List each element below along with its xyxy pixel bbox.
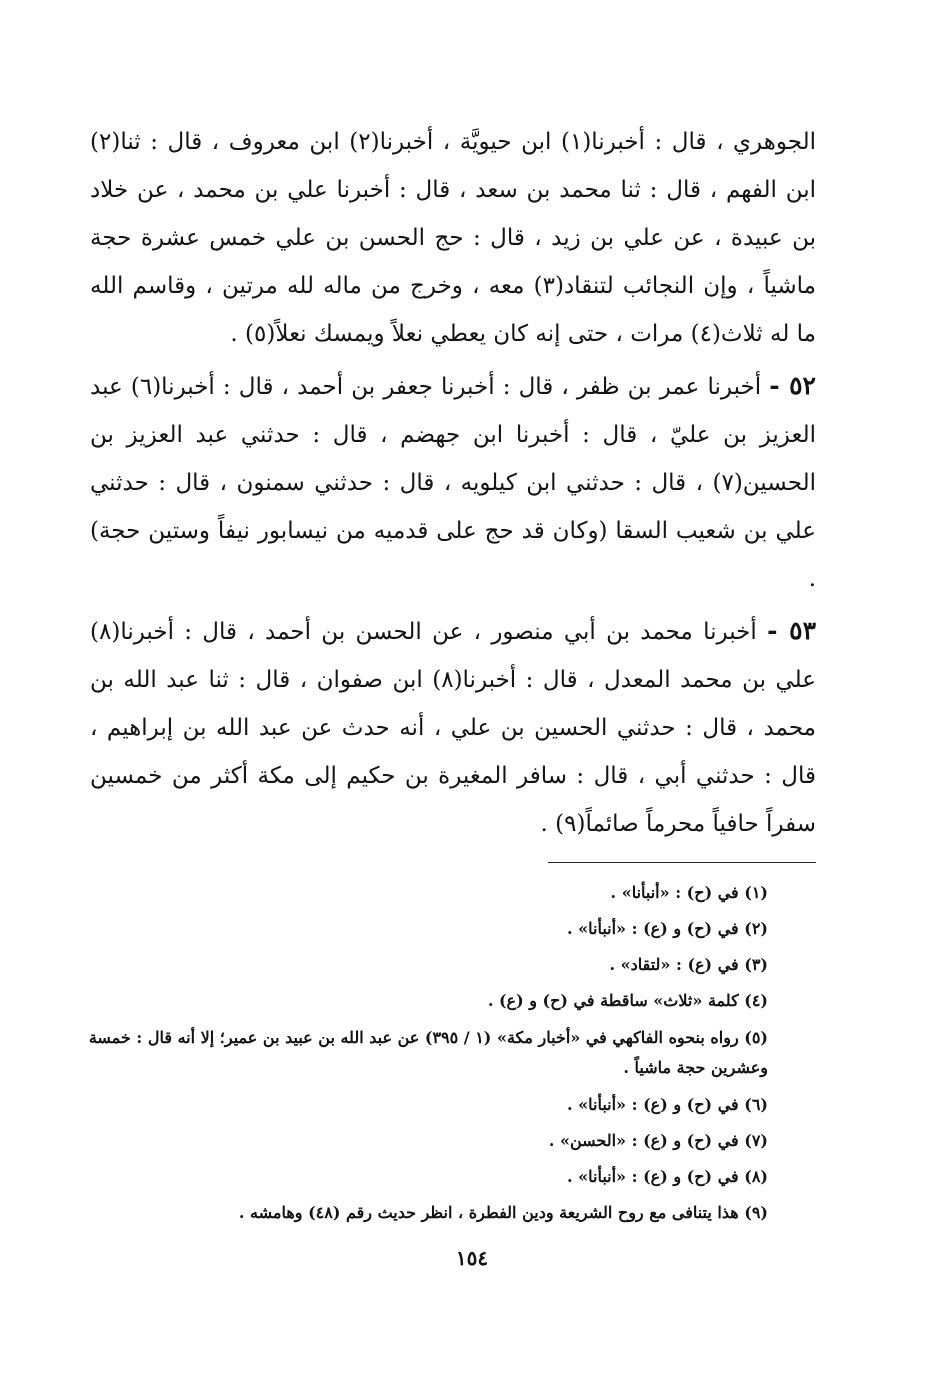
paragraph-number: ٥٢ -	[769, 371, 816, 400]
footnote-3: (٣) في (ع) : «لتقاد» .	[609, 955, 768, 974]
footnote-8: (٨) في (ح) و (ع) : «أنبأنا» .	[566, 1167, 768, 1186]
page-content	[90, 118, 816, 1231]
footnote-6: (٦) في (ح) و (ع) : «أنبأنا» .	[566, 1095, 768, 1114]
paragraph-continuation	[90, 118, 816, 358]
footnotes	[90, 875, 816, 1231]
paragraph-text: الجوهري ، قال : أخبرنا(١) ابن حيويَّة ، أخبرنا(٢) ابن معروف ، قال : ثنا(٢) ابن الفهم ، قال : ثنا محمد بن سعد ، قال : أخبرنا علي بن محمد ، عن خلاد بن عبيدة ، عن علي بن زيد ، قال : حج الحسن بن علي خمس عشرة حجة ماشياً ، وإن النجائب لتنقاد(٣) معه ، وخرج من ماله لله مرتين ، وقاسم الله ما له ثلاث(٤) مرات ، حتى إنه كان يعطي نعلاً ويمسك نعلاً(٥) .	[90, 129, 817, 347]
footnote-4: (٤) كلمة «ثلاث» ساقطة في (ح) و (ع) .	[487, 991, 768, 1010]
main-text	[90, 118, 816, 848]
footnote-9: (٩) هذا يتنافى مع روح الشريعة ودين الفطرة ، انظر حديث رقم (٤٨) وهامشه .	[238, 1203, 768, 1222]
paragraph-number: ٥٣ -	[767, 616, 816, 645]
paragraph-52	[90, 362, 816, 603]
footnote-divider	[548, 862, 816, 863]
footnote-5: (٥) رواه بنحوه الفاكهي في «أخبار مكة» (١ / ٣٩٥) عن عبد الله بن عبيد بن عمير؛ إلا أنه قال : خمسة وعشرين حجة ماشياً .	[88, 1028, 768, 1077]
page-number: ١٥٤	[455, 1246, 489, 1270]
footnote-7: (٧) في (ح) و (ع) : «الحسن» .	[548, 1131, 768, 1150]
paragraph-53	[90, 607, 816, 848]
paragraph-text: أخبرنا عمر بن ظفر ، قال : أخبرنا جعفر بن أحمد ، قال : أخبرنا(٦) عبد العزيز بن عليّ ، قال : أخبرنا ابن جهضم ، قال : حدثني عبد العزيز بن الحسين(٧) ، قال : حدثني ابن كيلويه ، قال : حدثني سمنون ، قال : حدثني علي بن شعيب السقا (وكان قد حج على قدميه من نيسابور نيفاً وستين حجة) .	[90, 374, 816, 592]
paragraph-text: أخبرنا محمد بن أبي منصور ، عن الحسن بن أحمد ، قال : أخبرنا(٨) علي بن محمد المعدل ، قال : أخبرنا(٨) ابن صفوان ، قال : ثنا عبد الله بن محمد ، قال : حدثني الحسين بن علي ، أنه حدث عن عبد الله بن إبراهيم ، قال : حدثني أبي ، قال : سافر المغيرة بن حكيم إلى مكة أكثر من خمسين سفراً حافياً محرماً صائماً(٩) .	[90, 619, 816, 837]
footnote-1: (١) في (ح) : «أنبأنا» .	[610, 883, 768, 902]
footnote-2: (٢) في (ح) و (ع) : «أنبأنا» .	[566, 919, 768, 938]
